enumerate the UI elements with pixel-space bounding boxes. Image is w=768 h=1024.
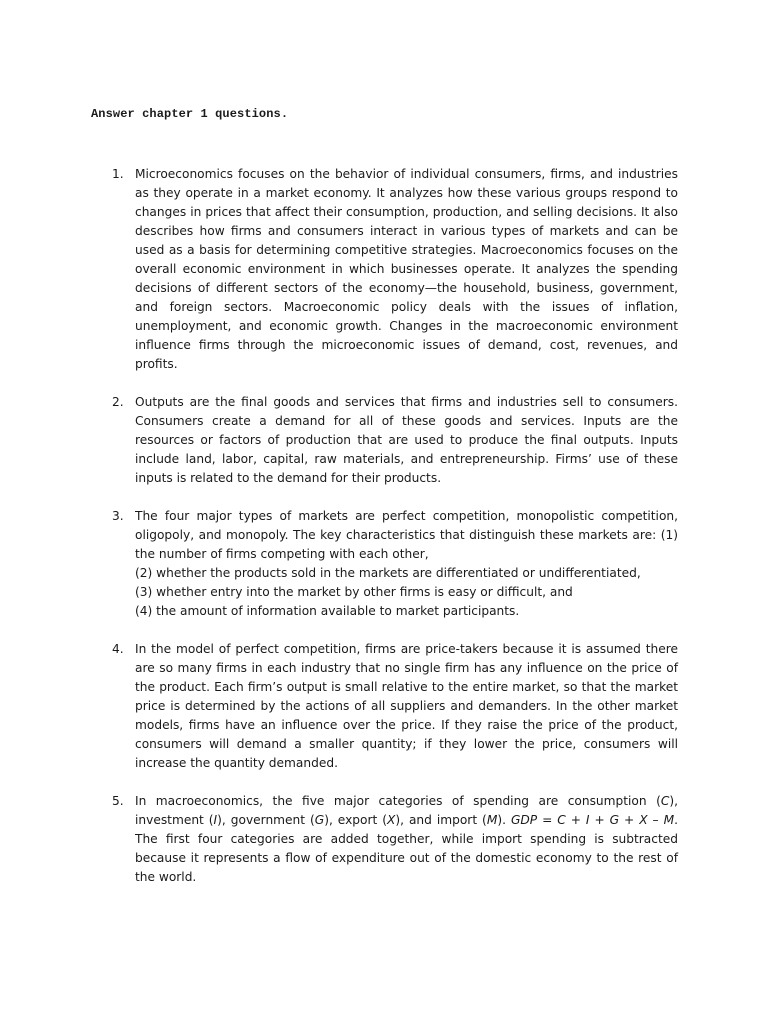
variable-c: C xyxy=(660,794,670,808)
answer-text-block xyxy=(135,507,678,621)
answer-line-4: (4) the amount of information available to market participants. xyxy=(135,604,520,618)
answer-number: 1. xyxy=(112,167,124,181)
answer-text-part: ), government ( xyxy=(217,813,315,827)
answer-text: In the model of perfect competition, firms are price-takers because it is assumed there are so many firms in each industry that no single firm has any influence on the price of the product. Each firm’s output is small relative to the entire market, so that the market price is determined by the actions of all suppliers and demanders. In the other market models, firms have an influence over the price. If they raise the price of the product, consumers will demand a smaller quantity; if they lower the price, consumers will increase the quantity demanded. xyxy=(135,642,678,770)
gdp-formula: GDP = C + I + G + X – M xyxy=(510,813,675,827)
answer-text-part: . The first four categories are added together, while import spending is subtracted because it represents a flow of expenditure out of the domestic economy to the rest of the world. xyxy=(135,813,678,884)
answer-text: Outputs are the final goods and services that firms and industries sell to consumers. Consumers create a demand for all of these goods and services. Inputs are the resources or factors of production that are used to produce the final outputs. Inputs include land, labor, capital, raw materials, and entrepreneurship. Firms’ use of these inputs is related to the demand for their products. xyxy=(135,395,678,485)
variable-x: X xyxy=(387,813,396,827)
answer-text: Microeconomics focuses on the behavior of individual consumers, firms, and industries as they operate in a market economy. It analyzes how these various groups respond to changes in prices that affect their consumption, production, and selling decisions. It also describes how firms and consumers interact in various types of markets and can be used as a basis for determining competitive strategies. Macroeconomics focuses on the overall economic environment in which businesses operate. It analyzes the spending decisions of different sectors of the economy—the household, business, government, and foreign sectors. Macroeconomic policy deals with the issues of inflation, unemployment, and economic growth. Changes in the macroeconomic environment influence firms through the microeconomic issues of demand, cost, revenues, and profits. xyxy=(135,167,678,371)
page-heading: Answer chapter 1 questions. xyxy=(91,107,289,121)
answer-item-1 xyxy=(112,165,678,374)
variable-g: G xyxy=(314,813,325,827)
answer-list xyxy=(112,165,678,887)
variable-i: I xyxy=(213,813,218,827)
answer-number: 3. xyxy=(112,509,124,523)
variable-m: M xyxy=(486,813,498,827)
answer-text-part: In macroeconomics, the five major categories of spending are consumption ( xyxy=(135,794,661,808)
answer-item-4 xyxy=(112,640,678,773)
answer-line-3: (3) whether entry into the market by other firms is easy or difficult, and xyxy=(135,585,573,599)
answer-text: The four major types of markets are perfect competition, monopolistic competition, oligopoly, and monopoly. The key characteristics that distinguish these markets are: (1) the number of firms competing with each other, xyxy=(135,509,678,561)
answer-line-2: (2) whether the products sold in the markets are differentiated or undifferentiated, xyxy=(135,566,641,580)
answer-text-part: ). xyxy=(497,813,511,827)
answer-number: 2. xyxy=(112,395,124,409)
answer-item-2 xyxy=(112,393,678,488)
answer-text-part: ), and import ( xyxy=(395,813,487,827)
answer-item-3 xyxy=(112,507,678,621)
answer-number: 5. xyxy=(112,794,124,808)
answer-number: 4. xyxy=(112,642,124,656)
answer-text-part: ), export ( xyxy=(324,813,388,827)
answer-text xyxy=(135,792,678,887)
answer-item-5 xyxy=(112,792,678,887)
answer-text-part: ), investment ( xyxy=(135,794,678,827)
